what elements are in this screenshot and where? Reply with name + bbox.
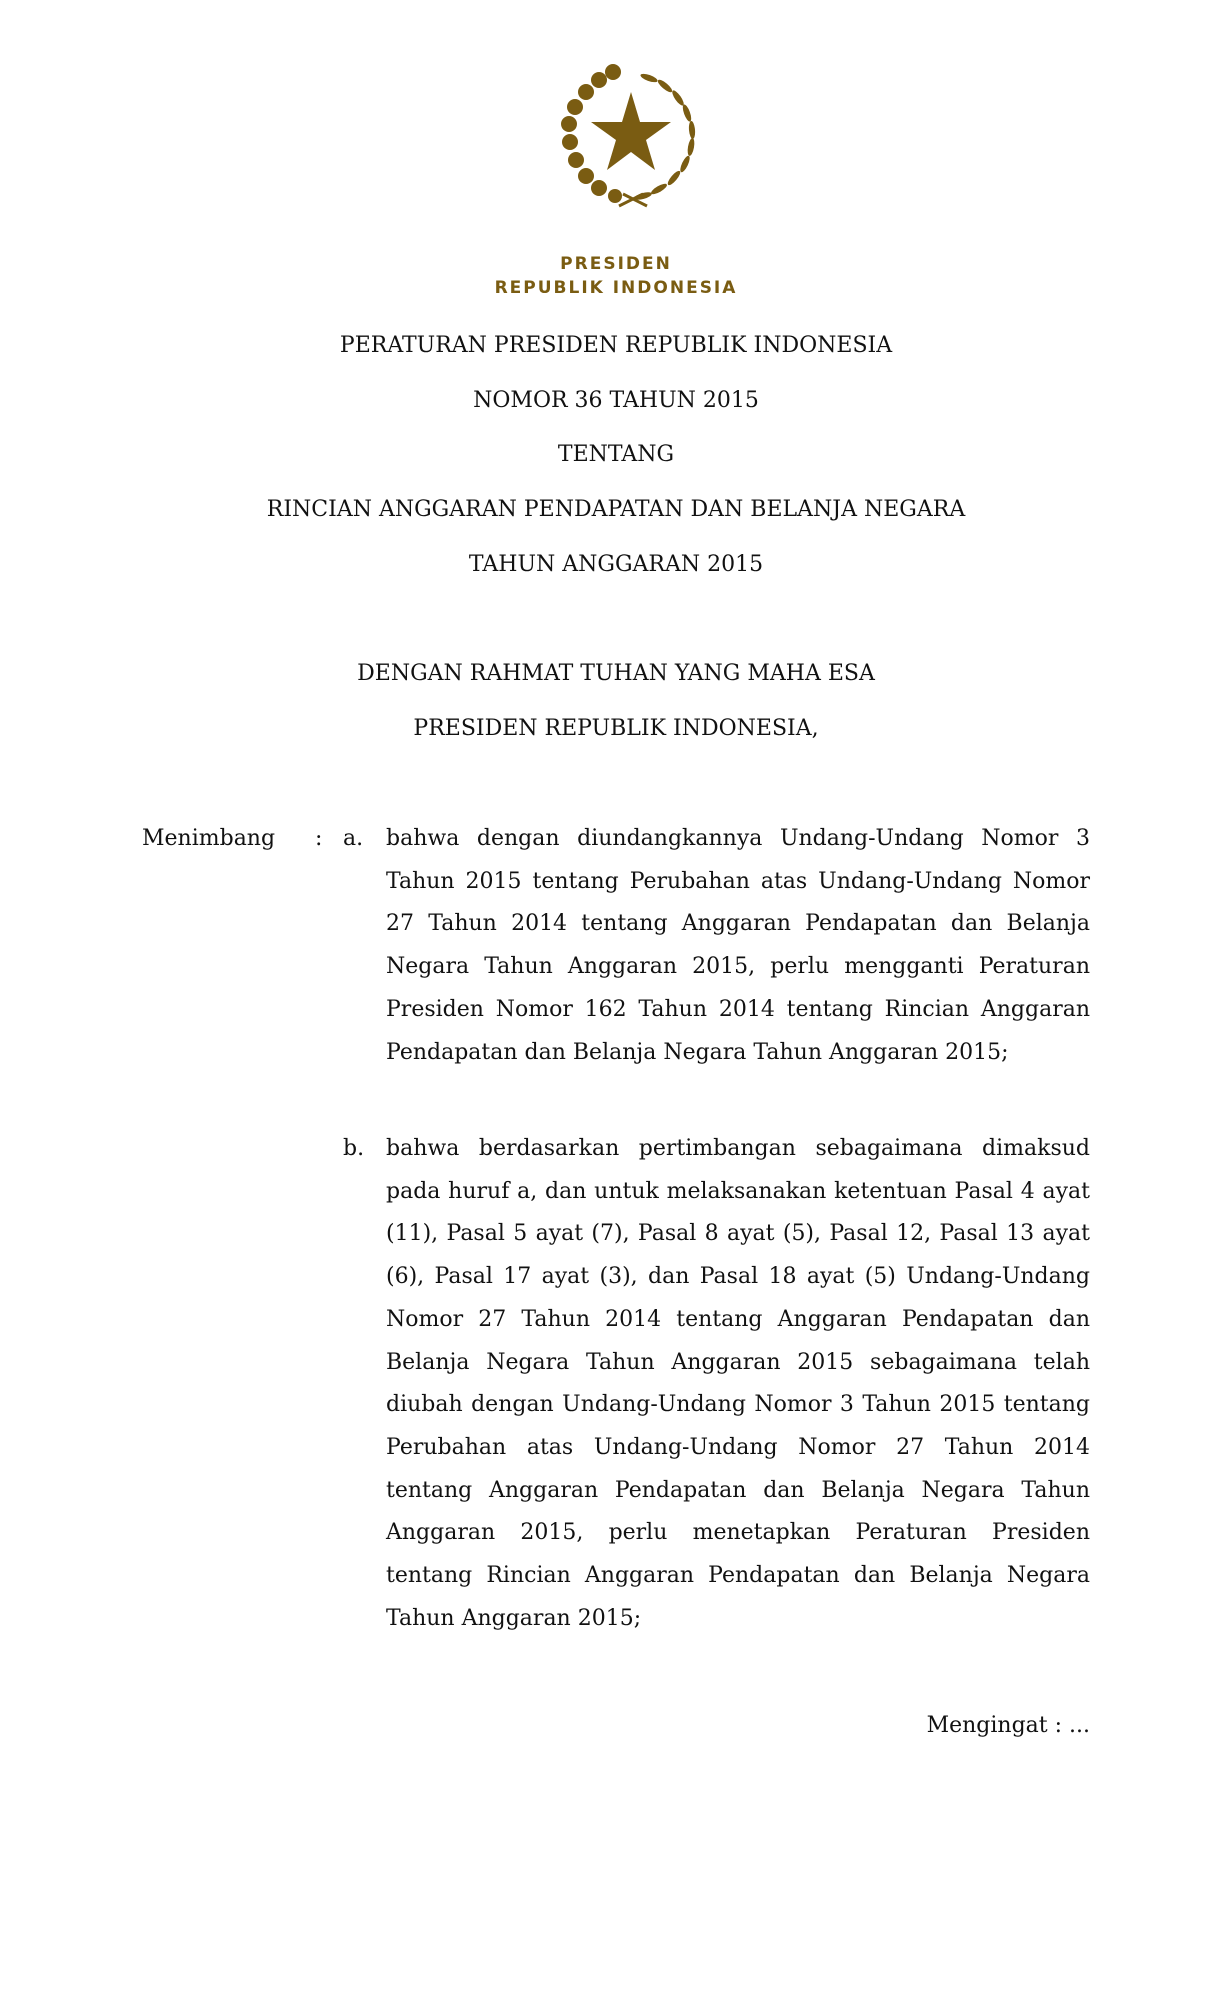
- letterhead-president: PRESIDEN: [560, 254, 672, 274]
- letterhead-republic: REPUBLIK INDONESIA: [494, 278, 738, 298]
- regulation-subject: RINCIAN ANGGARAN PENDAPATAN DAN BELANJA NEGARA: [266, 497, 966, 522]
- regulation-number: NOMOR 36 TAHUN 2015: [473, 388, 759, 413]
- preamble-grace: DENGAN RAHMAT TUHAN YANG MAHA ESA: [357, 661, 875, 686]
- regulation-fiscal-year: TAHUN ANGGARAN 2015: [468, 552, 764, 577]
- continuation-note: Mengingat : ...: [926, 1713, 1090, 1738]
- item-a-text: bahwa dengan diundangkannya Undang-Undang Nomor 3 Tahun 2015 tentang Perubahan atas Undang-Undang Nomor 27 Tahun 2014 tentang Anggaran Pendapatan dan Belanja Negara Tahun Anggaran 2015, perlu mengganti Peraturan Presiden Nomor 162 Tahun 2014 tentang Rincian Anggaran Pendapatan dan Belanja Negara Tahun Anggaran 2015;: [386, 826, 1090, 1065]
- menimbang-colon: :: [315, 826, 323, 851]
- item-b-marker: b.: [343, 1136, 365, 1161]
- preamble-president: PRESIDEN REPUBLIK INDONESIA,: [413, 716, 819, 741]
- item-b-text: bahwa berdasarkan pertimbangan sebagaimana dimaksud pada huruf a, dan untuk melaksanakan ketentuan Pasal 4 ayat (11), Pasal 5 ayat (7), Pasal 8 ayat (5), Pasal 12, Pasal 13 ayat (6), Pasal 17 ayat (3), dan Pasal 18 ayat (5) Undang-Undang Nomor 27 Tahun 2014 tentang Anggaran Pendapatan dan Belanja Negara Tahun Anggaran 2015 sebagaimana telah diubah dengan Undang-Undang Nomor 3 Tahun 2015 tentang Perubahan atas Undang-Undang Nomor 27 Tahun 2014 tentang Anggaran Pendapatan dan Belanja Negara Tahun Anggaran 2015, perlu menetapkan Peraturan Presiden tentang Rincian Anggaran Pendapatan dan Belanja Negara Tahun Anggaran 2015;: [386, 1136, 1090, 1631]
- menimbang-label: Menimbang: [142, 826, 276, 851]
- item-a-marker: a.: [343, 826, 364, 851]
- regulation-title: PERATURAN PRESIDEN REPUBLIK INDONESIA: [339, 333, 893, 358]
- regulation-about: TENTANG: [557, 442, 675, 467]
- presidential-emblem-icon: [553, 60, 709, 212]
